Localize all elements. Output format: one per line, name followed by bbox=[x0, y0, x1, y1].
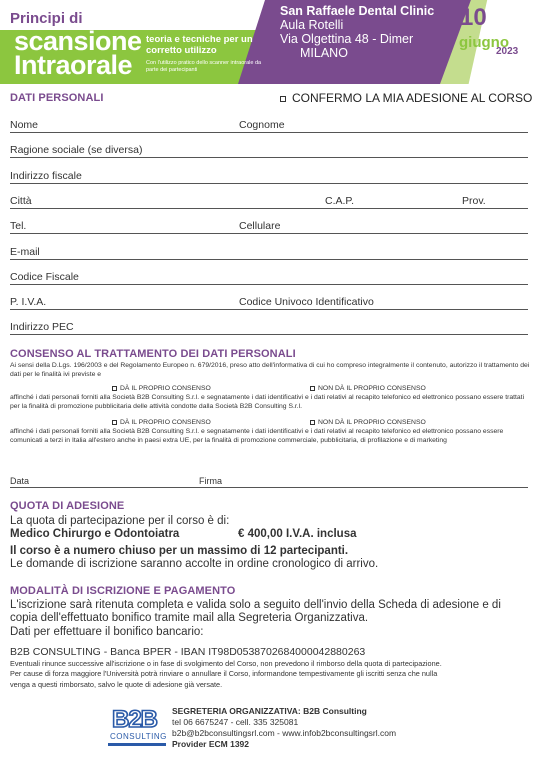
venue-city: MILANO bbox=[300, 46, 348, 60]
fine-print-3: venga a questi rimborsato, salvo le quote di adesione già versate. bbox=[10, 680, 223, 689]
checkbox-icon[interactable] bbox=[112, 420, 117, 425]
da-label: DÀ IL PROPRIO CONSENSO bbox=[120, 419, 211, 426]
pec-label: Indirizzo PEC bbox=[10, 321, 74, 333]
confirm-checkbox[interactable] bbox=[280, 91, 532, 105]
quota-title: QUOTA DI ADESIONE bbox=[10, 500, 125, 512]
confirm-label: CONFERMO LA MIA ADESIONE AL CORSO bbox=[292, 91, 533, 105]
event-day: 10 bbox=[460, 4, 487, 31]
subline: Con l'utilizzo pratico dello scanner intraorale da parte dei partecipanti bbox=[146, 60, 262, 73]
cap-label: C.A.P. bbox=[325, 195, 354, 207]
nome-cognome-row[interactable] bbox=[10, 117, 528, 133]
modalita-line-1: L'iscrizione sarà ritenuta completa e valida solo a seguito dell'invio della Scheda di adesione e di bbox=[10, 599, 501, 611]
codice-fiscale-field[interactable] bbox=[10, 269, 528, 285]
quota-price: € 400,00 I.V.A. inclusa bbox=[238, 528, 357, 540]
data-label: Data bbox=[10, 476, 30, 486]
ragione-sociale-field[interactable] bbox=[10, 142, 528, 158]
ordine-cronologico: Le domande di iscrizione saranno accolte in ordine cronologico di arrivo. bbox=[10, 558, 379, 570]
tel-label: Tel. bbox=[10, 220, 27, 232]
checkbox-icon[interactable] bbox=[310, 386, 315, 391]
consenso-paragraph-1: affinché i dati personali forniti alla Società B2B Consulting S.r.l. e segnatamente i dati identificativi e i dati relativi al recapito telefonico ed elettronico possano essere trattati per la finalità di promozione pubblicitaria delle attività condotte dalla Società B2B Consulting S.r.l. bbox=[10, 394, 525, 410]
modalita-line-2: copia dell'effettuato bonifico tramite mail alla Segreteria Organizzativa. bbox=[10, 612, 369, 624]
quota-category: Medico Chirurgo e Odontoiatra bbox=[10, 528, 180, 540]
email-web-line: b2b@b2bconsultingsrl.com - www.infob2bconsultingsrl.com bbox=[172, 728, 397, 738]
modalita-line-3: Dati per effettuare il bonifico bancario: bbox=[10, 626, 204, 638]
venue-info bbox=[280, 4, 434, 60]
non-da-label: NON DÀ IL PROPRIO CONSENSO bbox=[318, 419, 426, 426]
clinic-name: San Raffaele Dental Clinic bbox=[280, 4, 435, 18]
bank-details: B2B CONSULTING - Banca BPER - IBAN IT98D0538702684000042880263 bbox=[10, 646, 366, 658]
piva-row[interactable] bbox=[10, 294, 528, 310]
indirizzo-label: Indirizzo fiscale bbox=[10, 170, 82, 182]
cf-label: Codice Fiscale bbox=[10, 271, 79, 283]
title-line-1: scansione bbox=[14, 26, 142, 56]
da-label: DÀ IL PROPRIO CONSENSO bbox=[120, 385, 211, 392]
cellulare-label: Cellulare bbox=[239, 220, 281, 232]
consenso-paragraph-2: affinché i dati personali forniti alla Società B2B Consulting S.r.l. e segnatamente i dati identificativi e i dati relativi al recapito telefonico ed elettronico possano essere comunicati a terzi in Italia all'estero anche in paesi extra UE, per la finalità di promozione commerciale, pubblicitaria, di profilazione e di marketing bbox=[10, 428, 504, 444]
header-banner bbox=[0, 0, 543, 84]
checkbox-icon[interactable] bbox=[280, 96, 286, 102]
numero-chiuso: Il corso è a numero chiuso per un massimo di 12 partecipanti. bbox=[10, 545, 349, 557]
consenso-intro: Ai sensi della D.Lgs. 196/2003 e del Regolamento Europeo n. 679/2016, preso atto dell'informativa di cui ho compreso integralmente il contenuto, autorizzo il trattamento dei dati per le finalità ivi previste e bbox=[10, 362, 530, 378]
logo-mark: B2B bbox=[112, 706, 158, 733]
logo-subtext: CONSULTING bbox=[110, 732, 167, 741]
fine-print-2: Per cause di forza maggiore l'Università potrà rinviare o annullare il Corso, informandone tempestivamente gli iscritti senza che nulla bbox=[10, 669, 438, 678]
venue-address: Via Olgettina 48 - Dimer bbox=[280, 32, 414, 46]
indirizzo-fiscale-field[interactable] bbox=[10, 168, 528, 184]
b2b-logo bbox=[108, 706, 166, 748]
tagline: teoria e tecniche per un corretto utilizzo bbox=[146, 34, 253, 56]
piva-label: P. I.V.A. bbox=[10, 296, 47, 308]
ragione-label: Ragione sociale (se diversa) bbox=[10, 144, 143, 156]
segreteria-line: SEGRETERIA ORGANIZZATIVA: B2B Consulting bbox=[172, 706, 367, 716]
event-month: giugno bbox=[459, 34, 509, 51]
non-da-label: NON DÀ IL PROPRIO CONSENSO bbox=[318, 385, 426, 392]
consenso-title: CONSENSO AL TRATTAMENTO DEI DATI PERSONALI bbox=[10, 348, 296, 360]
pec-field[interactable] bbox=[10, 319, 528, 335]
modalita-title: MODALITÀ DI ISCRIZIONE E PAGAMENTO bbox=[10, 585, 236, 597]
citta-row[interactable] bbox=[10, 193, 528, 209]
event-year: 2023 bbox=[496, 46, 519, 57]
footer-contacts bbox=[172, 706, 396, 750]
non-da-consenso-1[interactable] bbox=[310, 385, 426, 392]
data-firma-row[interactable] bbox=[10, 472, 528, 488]
nome-label: Nome bbox=[10, 119, 39, 131]
citta-label: Città bbox=[10, 195, 32, 207]
tel-row[interactable] bbox=[10, 218, 528, 234]
checkbox-icon[interactable] bbox=[112, 386, 117, 391]
quota-intro: La quota di partecipazione per il corso è di: bbox=[10, 515, 230, 527]
dati-personali-title: DATI PERSONALI bbox=[10, 92, 104, 104]
da-consenso-2[interactable] bbox=[112, 419, 211, 426]
firma-label: Firma bbox=[199, 476, 222, 486]
non-da-consenso-2[interactable] bbox=[310, 419, 426, 426]
codice-univoco-label: Codice Univoco Identificativo bbox=[239, 296, 374, 308]
email-label: E-mail bbox=[10, 246, 40, 258]
title-line-2: Intraorale bbox=[14, 50, 133, 80]
prov-label: Prov. bbox=[462, 195, 486, 207]
provider-line: Provider ECM 1392 bbox=[172, 739, 250, 749]
email-field[interactable] bbox=[10, 244, 528, 260]
da-consenso-1[interactable] bbox=[112, 385, 211, 392]
phone-line: tel 06 6675247 - cell. 335 325081 bbox=[172, 717, 299, 727]
cognome-label: Cognome bbox=[239, 119, 285, 131]
principi-label: Principi di bbox=[10, 10, 83, 27]
venue-room: Aula Rotelli bbox=[280, 18, 344, 32]
logo-underline bbox=[108, 743, 166, 746]
checkbox-icon[interactable] bbox=[310, 420, 315, 425]
fine-print-1: Eventuali rinunce successive all'iscrizione o in fase di svolgimento del Corso, non prevedono il rimborso della quota di partecipazione. bbox=[10, 659, 442, 668]
